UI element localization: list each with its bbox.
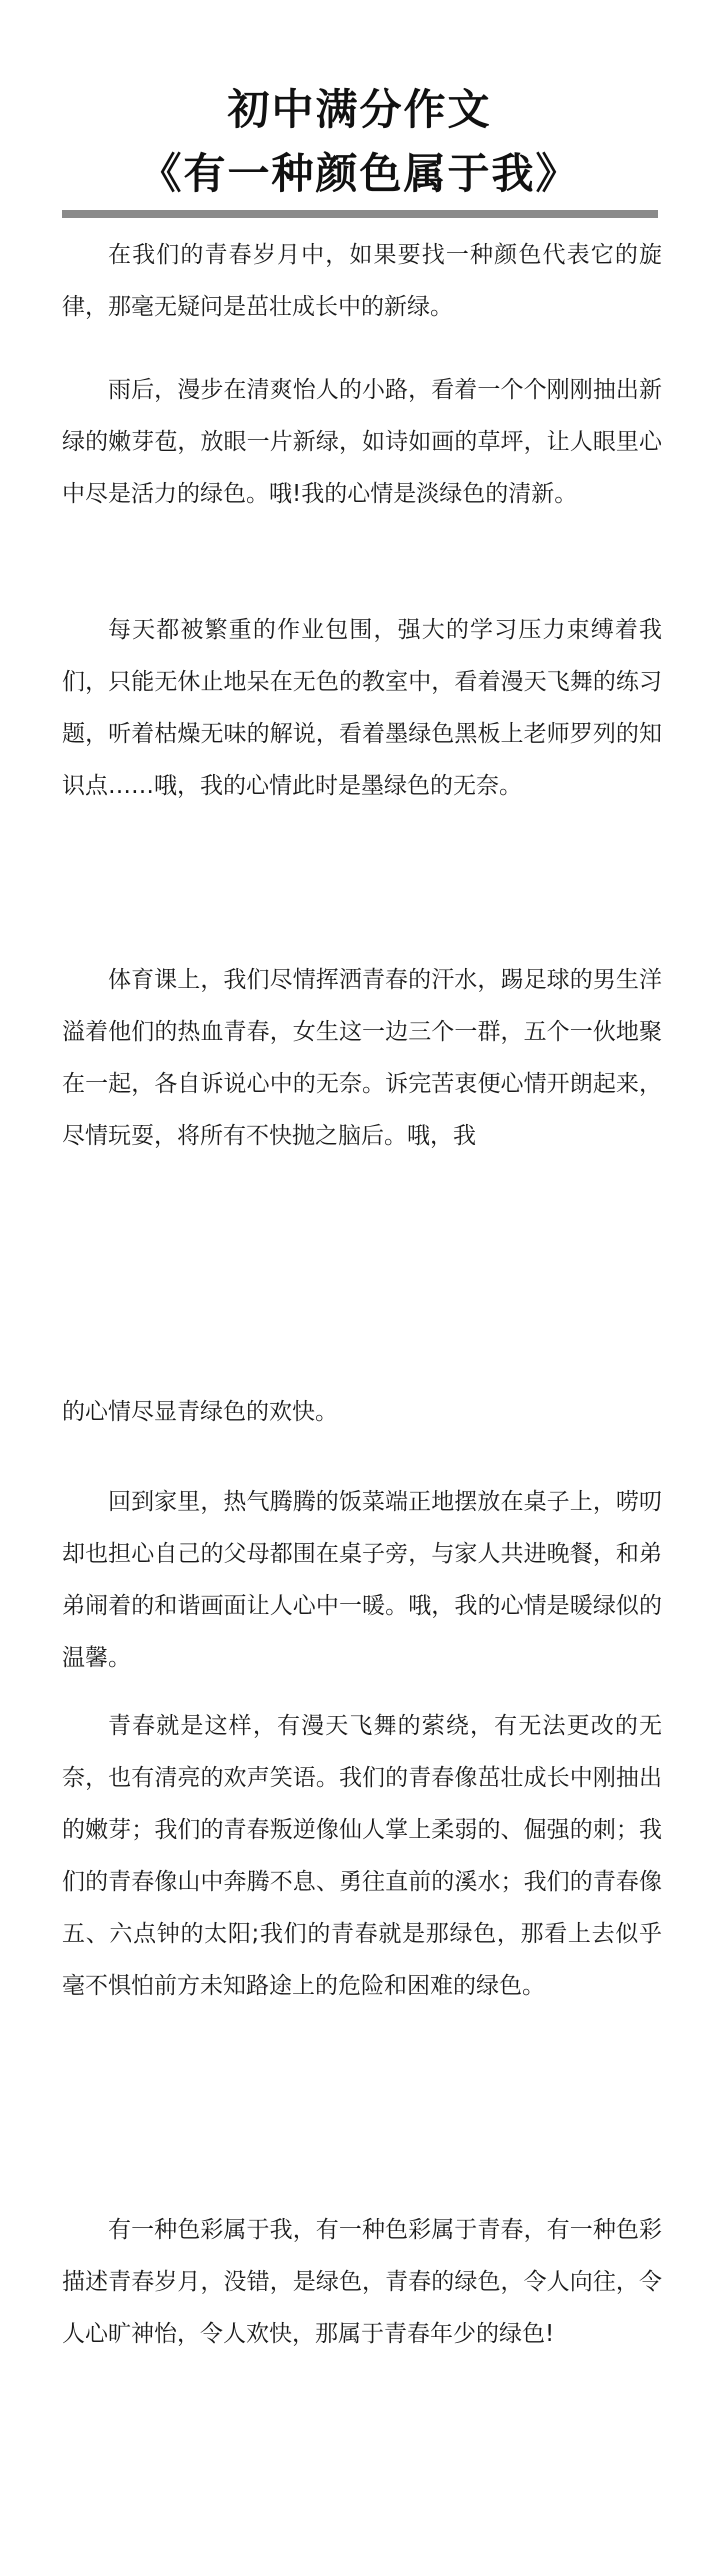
essay-title-line2: 《有一种颜色属于我》 <box>139 149 580 198</box>
paragraph: 有一种色彩属于我，有一种色彩属于青春，有一种色彩描述青春岁月，没错，是绿色，青春的绿色，令人向往，令人心旷神怡，令人欢快，那属于青春年少的绿色! <box>62 2217 662 2347</box>
paragraph: 雨后，漫步在清爽怡人的小路，看着一个个刚刚抽出新绿的嫩芽苞，放眼一片新绿，如诗如画的草坪，让人眼里心中尽是活力的绿色。哦!我的心情是淡绿色的清新。 <box>62 377 662 507</box>
paragraph: 回到家里，热气腾腾的饭菜端正地摆放在桌子上，唠叨却也担心自己的父母都围在桌子旁，与家人共进晚餐，和弟弟闹着的和谐画面让人心中一暖。哦，我的心情是暖绿似的温馨。 <box>62 1489 662 1671</box>
paragraph: 青春就是这样，有漫天飞舞的萦绕，有无法更改的无奈，也有清亮的欢声笑语。我们的青春像茁壮成长中刚抽出的嫩芽；我们的青春叛逆像仙人掌上柔弱的、倔强的刺；我们的青春像山中奔腾不息、勇往直前的溪水；我们的青春像五、六点钟的太阳;我们的青春就是那绿色，那看上去似乎毫不惧怕前方未知路途上的危险和困难的绿色。 <box>62 1713 662 1999</box>
paragraph-continuation: 的心情尽显青绿色的欢快。 <box>62 1399 338 1425</box>
paragraph: 每天都被繁重的作业包围，强大的学习压力束缚着我们，只能无休止地呆在无色的教室中，看着漫天飞舞的练习题，听着枯燥无味的解说，看着墨绿色黑板上老师罗列的知识点……哦，我的心情此时是墨绿色的无奈。 <box>62 617 662 799</box>
essay-title-line1: 初中满分作文 <box>227 85 492 134</box>
title-divider <box>62 210 658 218</box>
paragraph: 在我们的青春岁月中，如果要找一种颜色代表它的旋律，那毫无疑问是茁壮成长中的新绿。 <box>62 242 662 320</box>
paragraph: 体育课上，我们尽情挥洒青春的汗水，踢足球的男生洋溢着他们的热血青春，女生这一边三个一群，五个一伙地聚在一起，各自诉说心中的无奈。诉完苦衷便心情开朗起来，尽情玩耍，将所有不快抛之脑后。哦，我 <box>62 967 662 1149</box>
